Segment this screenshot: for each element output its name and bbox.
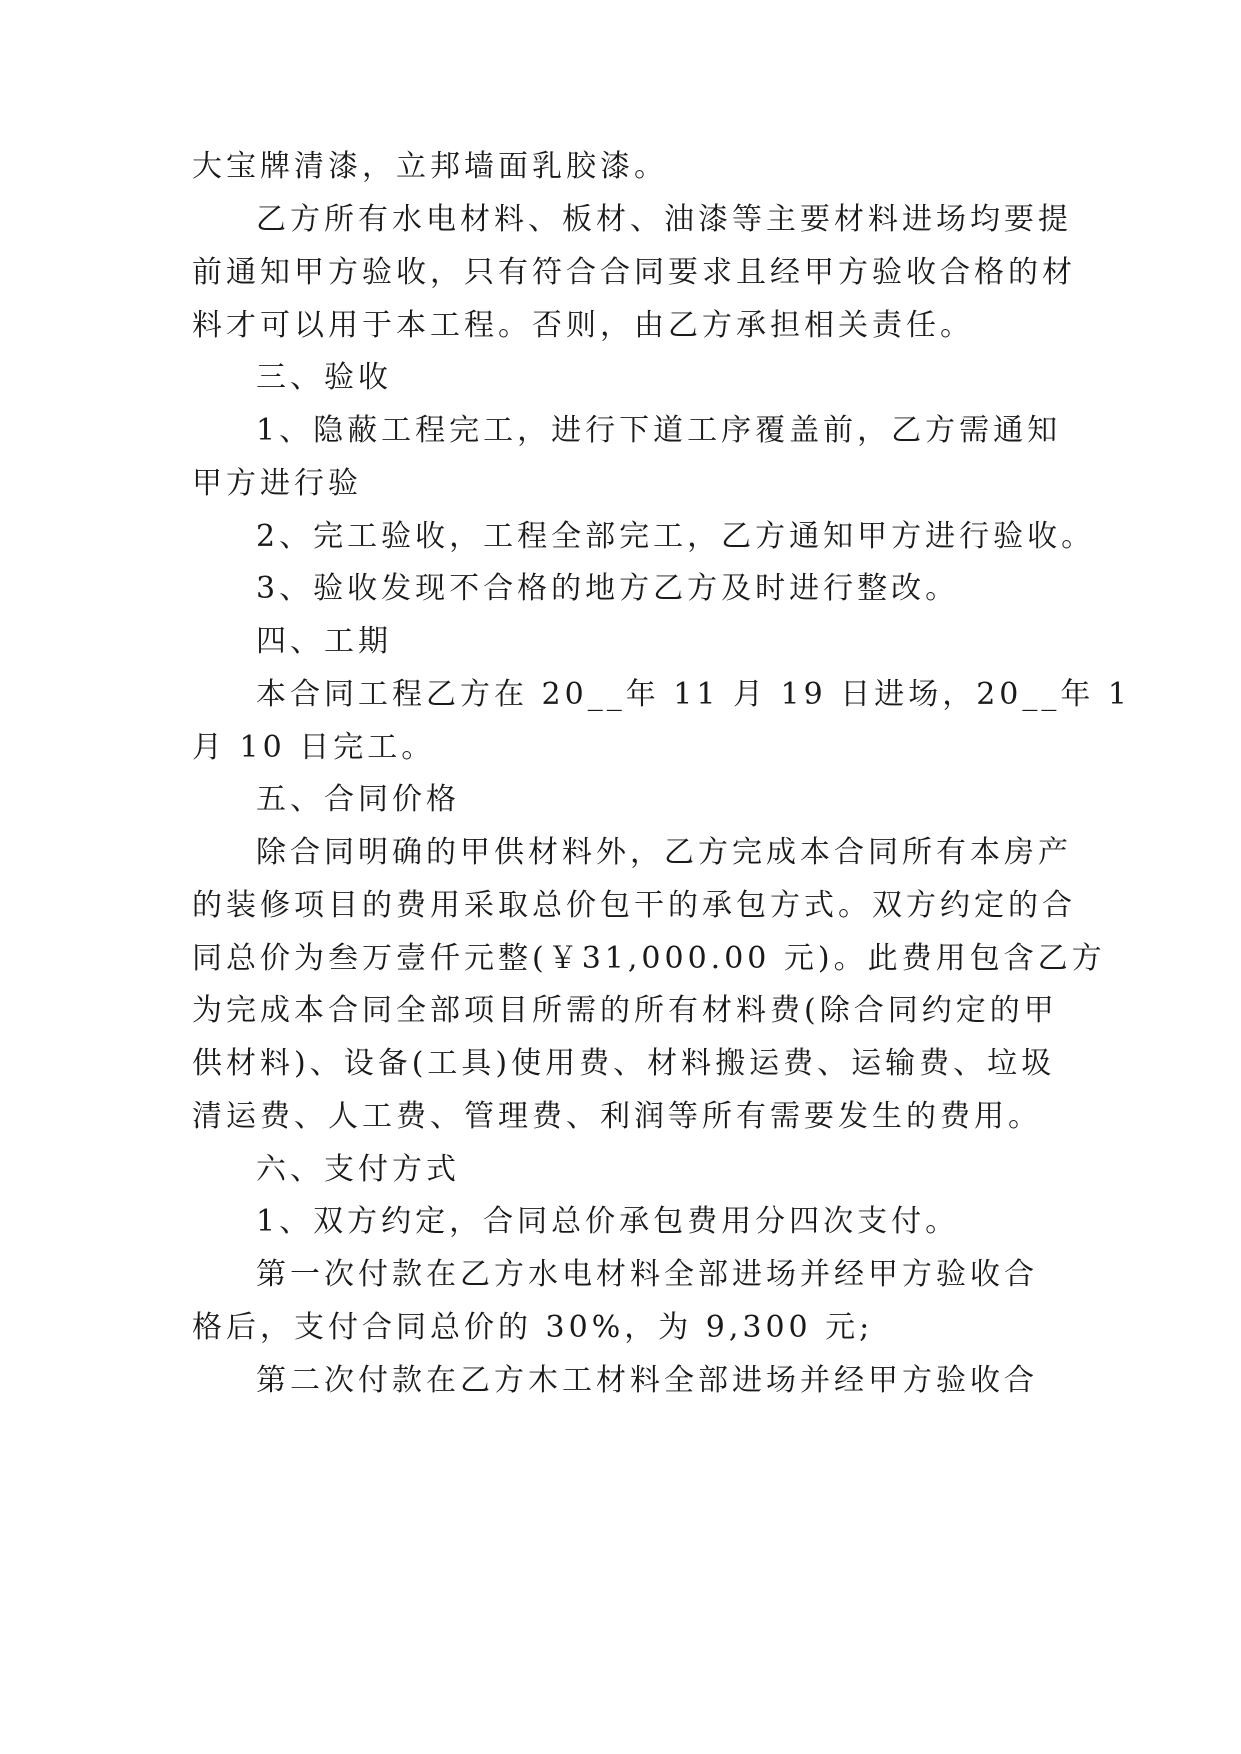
section-heading: 三、验收 — [256, 360, 392, 395]
text-line: 3、验收发现不合格的地方乙方及时进行整改。 — [256, 571, 960, 606]
text-line: 2、完工验收，工程全部完工，乙方通知甲方进行验收。 — [256, 519, 1096, 554]
section-heading: 六、支付方式 — [256, 1152, 460, 1187]
text-line: 清运费、人工费、管理费、利润等所有需要发生的费用。 — [192, 1099, 1042, 1134]
text-line: 大宝牌清漆，立邦墙面乳胶漆。 — [192, 149, 668, 184]
text-line: 为完成本合同全部项目所需的所有材料费(除合同约定的甲 — [192, 993, 1058, 1028]
section-heading: 四、工期 — [256, 624, 392, 659]
text-line: 料才可以用于本工程。否则，由乙方承担相关责任。 — [192, 308, 974, 343]
text-line: 乙方所有水电材料、板材、油漆等主要材料进场均要提 — [256, 202, 1072, 237]
text-line: 本合同工程乙方在 20__年 11 月 19 日进场，20__年 1 — [256, 677, 1131, 712]
text-line: 同总价为叁万壹仟元整(￥31,000.00 元)。此费用包含乙方 — [192, 941, 1106, 976]
text-line: 月 10 日完工。 — [192, 730, 436, 765]
section-heading: 五、合同价格 — [256, 782, 460, 817]
text-line: 第一次付款在乙方水电材料全部进场并经甲方验收合 — [256, 1257, 1038, 1292]
text-line: 格后，支付合同总价的 30%，为 9,300 元; — [192, 1310, 874, 1345]
text-line: 1、双方约定，合同总价承包费用分四次支付。 — [256, 1204, 960, 1239]
text-line: 1、隐蔽工程完工，进行下道工序覆盖前，乙方需通知 — [256, 413, 1062, 448]
text-line: 的装修项目的费用采取总价包干的承包方式。双方约定的合 — [192, 888, 1076, 923]
text-line: 供材料)、设备(工具)使用费、材料搬运费、运输费、垃圾 — [192, 1046, 1056, 1081]
text-line: 第二次付款在乙方木工材料全部进场并经甲方验收合 — [256, 1363, 1038, 1398]
text-line: 除合同明确的甲供材料外，乙方完成本合同所有本房产 — [256, 835, 1072, 870]
text-line: 前通知甲方验收，只有符合合同要求且经甲方验收合格的材 — [192, 255, 1076, 290]
text-line: 甲方进行验 — [192, 466, 362, 501]
